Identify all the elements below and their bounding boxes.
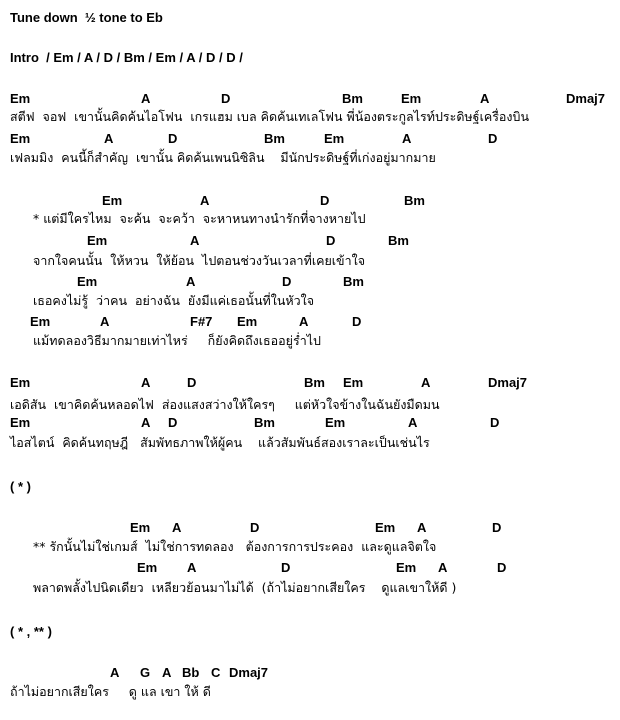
chorus1-lyric-line: * แต่มีใครไหม จะค้น จะคว้า จะหาหนทางนำรักที่จางหายไป bbox=[33, 211, 366, 226]
chord: A bbox=[141, 91, 151, 106]
chord: A bbox=[299, 314, 309, 329]
chord: A bbox=[421, 375, 431, 390]
chorus1-chord-line bbox=[0, 193, 620, 209]
intro-progression: Intro / Em / A / D / Bm / Em / A / D / D / bbox=[10, 50, 243, 65]
chord: D bbox=[490, 415, 500, 430]
chord: A bbox=[417, 520, 427, 535]
chord: D bbox=[497, 560, 507, 575]
outro-chord-line bbox=[0, 665, 620, 681]
chord: C bbox=[211, 665, 221, 680]
chord: D bbox=[250, 520, 260, 535]
chord: Dmaj7 bbox=[488, 375, 528, 390]
chord: Em bbox=[10, 375, 31, 390]
tuning-note: Tune down ½ tone to Eb bbox=[10, 10, 163, 25]
chorus1-chord-line bbox=[0, 274, 620, 290]
chord: Em bbox=[343, 375, 364, 390]
chord: Bm bbox=[264, 131, 285, 146]
chord: D bbox=[168, 131, 178, 146]
outro-lyric-line: ถ้าไม่อยากเสียใคร ดู แล เขา ให้ ดี bbox=[10, 684, 211, 699]
chord: D bbox=[282, 274, 292, 289]
chord: A bbox=[438, 560, 448, 575]
chord: A bbox=[402, 131, 412, 146]
verse2-lyric-line: ไอสไตน์ คิดค้นทฤษฎี สัมพัทธภาพให้ผู้คน แล้วสัมพันธ์สองเราละเป็นเช่นไร bbox=[10, 435, 430, 450]
chord: G bbox=[140, 665, 151, 680]
chord: A bbox=[141, 375, 151, 390]
chorus1-lyric-line: จากใจคนนั้น ให้หวน ให้ย้อน ไปตอนช่วงวันเวลาที่เคยเข้าใจ bbox=[33, 253, 366, 268]
chord: Bm bbox=[404, 193, 425, 208]
chord: D bbox=[168, 415, 178, 430]
chord: A bbox=[100, 314, 110, 329]
chord: Dmaj7 bbox=[229, 665, 269, 680]
verse1-chord-line bbox=[0, 131, 620, 147]
verse2-chord-line bbox=[0, 375, 620, 391]
repeat-marker-chorus-both: ( * , ** ) bbox=[10, 624, 52, 639]
chorus1-lyric-line: เธอคงไม่รู้ ว่าคน อย่างฉัน ยังมีแค่เธอนั้นที่ในหัวใจ bbox=[33, 293, 315, 308]
chord: D bbox=[492, 520, 502, 535]
chorus2-chord-line bbox=[0, 520, 620, 536]
chord: A bbox=[190, 233, 200, 248]
chord: D bbox=[221, 91, 231, 106]
chord: A bbox=[110, 665, 120, 680]
chord: A bbox=[200, 193, 210, 208]
repeat-marker-chorus: ( * ) bbox=[10, 479, 31, 494]
chorus2-chord-line bbox=[0, 560, 620, 576]
chord: A bbox=[162, 665, 172, 680]
chord: Bm bbox=[342, 91, 363, 106]
chord: A bbox=[186, 274, 196, 289]
chord: Em bbox=[10, 91, 31, 106]
chord: A bbox=[408, 415, 418, 430]
chord: Bm bbox=[343, 274, 364, 289]
verse2-lyric-line: เอดิสัน เขาคิดค้นหลอดไฟ ส่องแสงสว่างให้ใครๆ แต่หัวใจข้างในฉันยังมืดมน bbox=[10, 397, 440, 412]
chord: Em bbox=[137, 560, 158, 575]
chorus1-chord-line bbox=[0, 233, 620, 249]
chord: A bbox=[141, 415, 151, 430]
verse1-lyric-line: เฟลมมิง คนนี้ก็สำคัญ เขานั้น คิดค้นเพนนิซิลิน มีนักประดิษฐ์ที่เก่งอยู่มากมาย bbox=[10, 150, 436, 165]
chord: Em bbox=[10, 131, 31, 146]
chord: Em bbox=[324, 131, 345, 146]
verse1-chord-line bbox=[0, 91, 620, 107]
chord: D bbox=[352, 314, 362, 329]
chord: Bm bbox=[254, 415, 275, 430]
chorus2-lyric-line: ** รักนั้นไม่ใช่เกมส์ ไม่ใช่การทดลอง ต้องการการประคอง และดูแลจิตใจ bbox=[33, 539, 437, 554]
verse2-chord-line bbox=[0, 415, 620, 431]
chord: D bbox=[281, 560, 291, 575]
chord: Bm bbox=[304, 375, 325, 390]
chord: Bb bbox=[182, 665, 200, 680]
chord: Dmaj7 bbox=[566, 91, 606, 106]
chord: D bbox=[320, 193, 330, 208]
chord: Em bbox=[87, 233, 108, 248]
chorus1-chord-line bbox=[0, 314, 620, 330]
chord: Em bbox=[130, 520, 151, 535]
chord: Em bbox=[325, 415, 346, 430]
chorus1-lyric-line: แม้ทดลองวิธีมากมายเท่าไหร่ ก็ยังคิดถึงเธออยู่ร่ำไป bbox=[33, 333, 321, 348]
chord: A bbox=[172, 520, 182, 535]
chord: Em bbox=[401, 91, 422, 106]
chord: Em bbox=[396, 560, 417, 575]
chord: F#7 bbox=[190, 314, 213, 329]
chord: Bm bbox=[388, 233, 409, 248]
chord: Em bbox=[77, 274, 98, 289]
chord: Em bbox=[30, 314, 51, 329]
chord: A bbox=[104, 131, 114, 146]
chord: Em bbox=[375, 520, 396, 535]
verse1-lyric-line: สตีฟ จอฟ เขานั้นคิดค้นไอโฟน เกรแฮม เบล คิดค้นเทเลโฟน พี่น้องตระกูลไรท์ประดิษฐ์เครื่องบิน bbox=[10, 109, 530, 124]
chord: D bbox=[326, 233, 336, 248]
chord: A bbox=[480, 91, 490, 106]
chord: Em bbox=[102, 193, 123, 208]
chorus2-lyric-line: พลาดพลั้งไปนิดเดียว เหลียวย้อนมาไม่ได้ (ถ้าไม่อยากเสียใคร ดูแลเขาให้ดี ) bbox=[33, 580, 457, 595]
chord: A bbox=[187, 560, 197, 575]
chord: D bbox=[488, 131, 498, 146]
chord: D bbox=[187, 375, 197, 390]
chord: Em bbox=[237, 314, 258, 329]
chord: Em bbox=[10, 415, 31, 430]
